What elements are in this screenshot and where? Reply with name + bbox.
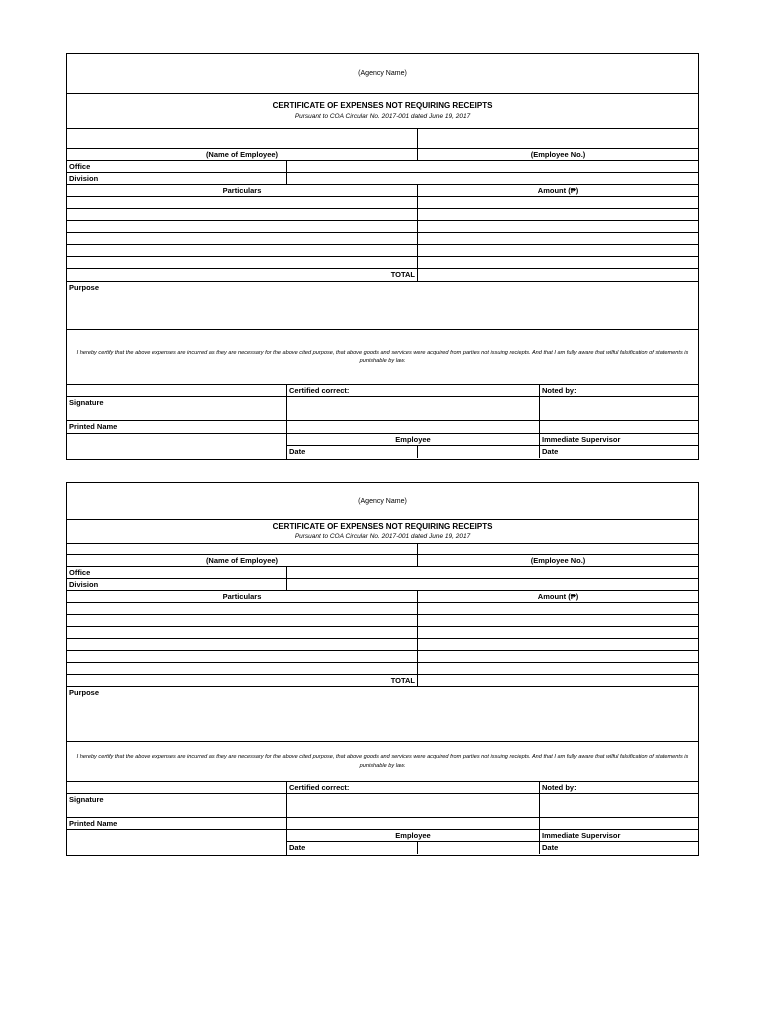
role-date-block — [67, 830, 698, 855]
division-label: Division — [67, 579, 287, 590]
employee-date-value[interactable] — [418, 446, 540, 458]
employee-date-value[interactable] — [418, 842, 540, 854]
printed-name-label: Printed Name — [67, 818, 287, 829]
amount-field[interactable] — [418, 639, 698, 650]
employee-no-field[interactable] — [418, 544, 698, 554]
particulars-row — [67, 639, 698, 651]
certification-statement: I hereby certify that the above expenses are incurred as they are necessary for the above cited purpose, that above goods and services were acquired from parties not issuing reciepts. And that I am fully aware that wilful falsification of statements is punishable by law. — [76, 349, 689, 364]
particulars-field[interactable] — [67, 663, 418, 674]
name-of-employee-label: (Name of Employee) — [67, 555, 418, 566]
form-subtitle: Pursuant to COA Circular No. 2017-001 dated June 19, 2017 — [294, 532, 471, 540]
amount-label: Amount (₱) — [537, 185, 579, 195]
supervisor-date-field[interactable]: Date — [542, 447, 559, 457]
form-subtitle: Pursuant to COA Circular No. 2017-001 dated June 19, 2017 — [294, 112, 471, 120]
supervisor-signature-field[interactable] — [540, 794, 698, 817]
office-label: Office — [67, 567, 287, 578]
division-field[interactable] — [287, 173, 698, 184]
immediate-supervisor-label: Immediate Supervisor — [542, 830, 621, 840]
employee-signature-field[interactable] — [287, 794, 540, 817]
amount-field[interactable] — [418, 197, 698, 208]
particulars-header-row — [67, 185, 698, 197]
total-amount-field[interactable] — [418, 269, 698, 281]
title-row — [67, 94, 698, 129]
certification-row — [67, 742, 698, 782]
employee-date-field[interactable]: Date — [287, 842, 418, 854]
division-label: Division — [67, 173, 287, 184]
form-title: CERTIFICATE OF EXPENSES NOT REQUIRING RECEIPTS — [272, 521, 493, 531]
office-label: Office — [67, 161, 287, 172]
particulars-label: Particulars — [67, 591, 418, 602]
amount-field[interactable] — [418, 615, 698, 626]
particulars-field[interactable] — [67, 221, 418, 232]
particulars-row — [67, 663, 698, 675]
amount-field[interactable] — [418, 233, 698, 244]
particulars-field[interactable] — [67, 209, 418, 220]
employee-labels-row — [67, 555, 698, 567]
printed-name-row — [67, 818, 698, 830]
employee-label: Employee — [287, 830, 540, 841]
particulars-row — [67, 651, 698, 663]
printed-name-row — [67, 421, 698, 434]
office-row — [67, 567, 698, 579]
particulars-field[interactable] — [67, 651, 418, 662]
signature-label: Signature — [67, 397, 287, 420]
employee-date-field[interactable]: Date — [287, 446, 418, 458]
supervisor-signature-field[interactable] — [540, 397, 698, 420]
total-row — [67, 675, 698, 687]
division-row — [67, 173, 698, 185]
employee-name-field[interactable] — [67, 129, 418, 148]
role-date-columns — [287, 830, 698, 855]
amount-field[interactable] — [418, 627, 698, 638]
agency-row — [67, 54, 698, 94]
signature-label: Signature — [67, 794, 287, 817]
amount-field[interactable] — [418, 245, 698, 256]
particulars-row — [67, 221, 698, 233]
particulars-header-row — [67, 591, 698, 603]
amount-field[interactable] — [418, 663, 698, 674]
certification-row — [67, 330, 698, 385]
form-title: CERTIFICATE OF EXPENSES NOT REQUIRING RECEIPTS — [272, 101, 493, 110]
supervisor-printed-name-field[interactable] — [540, 818, 698, 829]
amount-label: Amount (₱) — [537, 591, 579, 601]
employee-no-label: (Employee No.) — [530, 555, 586, 565]
employee-labels-row — [67, 149, 698, 161]
signatory-header-row — [67, 385, 698, 397]
signatory-header-row — [67, 782, 698, 794]
particulars-field[interactable] — [67, 197, 418, 208]
particulars-field[interactable] — [67, 257, 418, 268]
blank-cell — [67, 830, 287, 855]
printed-name-label: Printed Name — [67, 421, 287, 433]
supervisor-date-field[interactable]: Date — [542, 843, 559, 853]
total-label: TOTAL — [67, 675, 418, 686]
office-row — [67, 161, 698, 173]
blank-cell — [67, 434, 287, 459]
particulars-row — [67, 603, 698, 615]
employee-signature-field[interactable] — [287, 397, 540, 420]
certification-statement: I hereby certify that the above expenses are incurred as they are necessary for the above cited purpose, that above goods and services were acquired from parties not issuing reciepts. And that I am fully aware that wilful falsification of statements is punishable by law. — [76, 754, 689, 769]
amount-field[interactable] — [418, 257, 698, 268]
particulars-field[interactable] — [67, 603, 418, 614]
agency-name: (Agency Name) — [358, 497, 407, 505]
division-row — [67, 579, 698, 591]
amount-field[interactable] — [418, 603, 698, 614]
employee-label: Employee — [287, 434, 540, 445]
particulars-row — [67, 209, 698, 221]
signature-row — [67, 794, 698, 818]
total-amount-field[interactable] — [418, 675, 698, 686]
agency-row — [67, 483, 698, 520]
immediate-supervisor-label: Immediate Supervisor — [542, 434, 621, 444]
role-date-block — [67, 434, 698, 459]
particulars-row — [67, 627, 698, 639]
purpose-label: Purpose — [69, 283, 100, 292]
employee-no-field[interactable] — [418, 129, 698, 148]
role-date-columns — [287, 434, 698, 459]
office-field[interactable] — [287, 567, 698, 578]
blank-cell — [67, 385, 287, 396]
purpose-row — [67, 282, 698, 330]
role-row — [287, 434, 698, 446]
supervisor-printed-name-field[interactable] — [540, 421, 698, 433]
date-row — [287, 446, 698, 458]
amount-field[interactable] — [418, 221, 698, 232]
amount-field[interactable] — [418, 209, 698, 220]
particulars-field[interactable] — [67, 245, 418, 256]
expense-certificate-form-2 — [66, 482, 699, 856]
total-label: TOTAL — [67, 269, 418, 281]
particulars-row — [67, 245, 698, 257]
name-of-employee-label: (Name of Employee) — [67, 149, 418, 160]
employee-printed-name-field[interactable] — [287, 818, 540, 829]
particulars-field[interactable] — [67, 627, 418, 638]
role-row — [287, 830, 698, 842]
particulars-label: Particulars — [67, 185, 418, 196]
employee-entry-row — [67, 544, 698, 555]
particulars-row — [67, 257, 698, 269]
purpose-label: Purpose — [69, 688, 100, 697]
expense-certificate-form-1 — [66, 53, 699, 460]
division-field[interactable] — [287, 579, 698, 590]
employee-entry-row — [67, 129, 698, 149]
certified-correct-label: Certified correct: — [287, 385, 540, 396]
noted-by-label: Noted by: — [542, 782, 577, 792]
employee-name-field[interactable] — [67, 544, 418, 554]
agency-name: (Agency Name) — [358, 70, 407, 77]
particulars-field[interactable] — [67, 615, 418, 626]
employee-printed-name-field[interactable] — [287, 421, 540, 433]
date-row — [287, 842, 698, 854]
signature-row — [67, 397, 698, 421]
certified-correct-label: Certified correct: — [287, 782, 540, 793]
employee-no-label: (Employee No.) — [530, 149, 586, 159]
particulars-row — [67, 233, 698, 245]
amount-field[interactable] — [418, 651, 698, 662]
title-row — [67, 520, 698, 544]
blank-cell — [67, 782, 287, 793]
particulars-field[interactable] — [67, 233, 418, 244]
total-row — [67, 269, 698, 282]
office-field[interactable] — [287, 161, 698, 172]
particulars-row — [67, 615, 698, 627]
particulars-row — [67, 197, 698, 209]
particulars-field[interactable] — [67, 639, 418, 650]
purpose-row — [67, 687, 698, 742]
noted-by-label: Noted by: — [542, 385, 577, 395]
